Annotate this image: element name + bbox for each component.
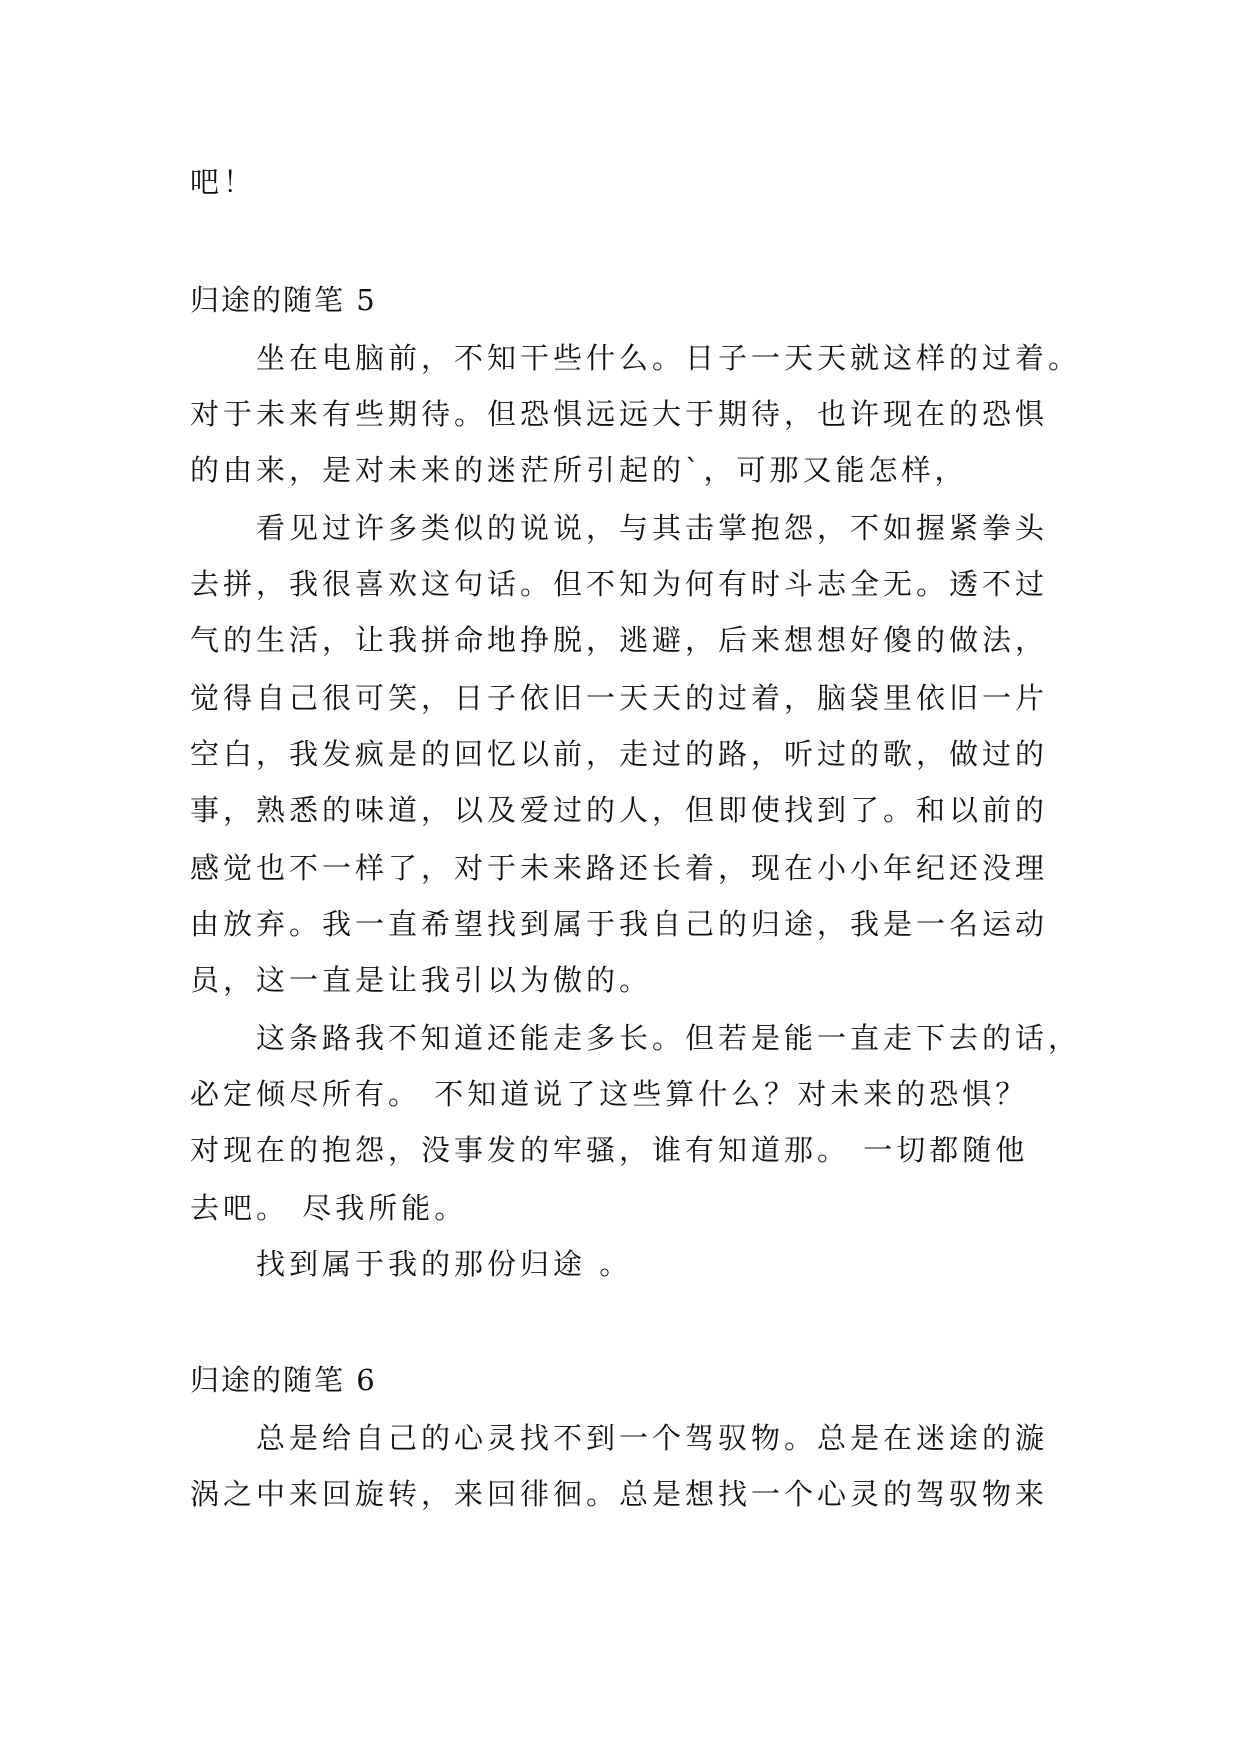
paragraph-line: 气的生活，让我拼命地挣脱，逃避，后来想想好傻的做法， — [190, 623, 1049, 657]
paragraph-line: 员，这一直是让我引以为傲的。 — [190, 963, 653, 997]
paragraph-line: 感觉也不一样了，对于未来路还长着，现在小小年纪还没理 — [190, 851, 1049, 885]
paragraph-line: 对现在的抱怨，没事发的牢骚，谁有知道那。 一切都随他 — [190, 1133, 1029, 1167]
paragraph-line: 觉得自己很可笑，日子依旧一天天的过着，脑袋里依旧一片 — [190, 681, 1049, 715]
paragraph-line: 必定倾尽所有。 不知道说了这些算什么？对未来的恐惧？ — [190, 1077, 1029, 1111]
paragraph-line: 吧！ — [190, 165, 257, 199]
paragraph-line: 空白，我发疯是的回忆以前，走过的路，听过的歌，做过的 — [190, 737, 1049, 771]
paragraph-line: 总是给自己的心灵找不到一个驾驭物。总是在迷途的漩 — [256, 1421, 1049, 1455]
paragraph-line: 由放弃。我一直希望找到属于我自己的归途，我是一名运动 — [190, 907, 1049, 941]
paragraph-line: 的由来，是对未来的迷茫所引起的`，可那又能怎样， — [190, 453, 968, 487]
paragraph-line: 这条路我不知道还能走多长。但若是能一直走下去的话， — [256, 1021, 1082, 1055]
paragraph-line: 坐在电脑前，不知干些什么。日子一天天就这样的过着。 — [256, 341, 1082, 375]
paragraph-line: 找到属于我的那份归途 。 — [256, 1247, 633, 1281]
paragraph-line: 去吧。 尽我所能。 — [190, 1191, 468, 1225]
section-heading: 归途的随笔 5 — [190, 283, 377, 317]
section-heading: 归途的随笔 6 — [190, 1363, 377, 1397]
paragraph-line: 看见过许多类似的说说，与其击掌抱怨，不如握紧拳头 — [256, 511, 1049, 545]
paragraph-line: 事，熟悉的味道，以及爱过的人，但即使找到了。和以前的 — [190, 793, 1049, 827]
paragraph-line: 对于未来有些期待。但恐惧远远大于期待，也许现在的恐惧 — [190, 397, 1049, 431]
paragraph-line: 去拼，我很喜欢这句话。但不知为何有时斗志全无。透不过 — [190, 567, 1049, 601]
paragraph-line: 涡之中来回旋转，来回徘徊。总是想找一个心灵的驾驭物来 — [190, 1477, 1049, 1511]
